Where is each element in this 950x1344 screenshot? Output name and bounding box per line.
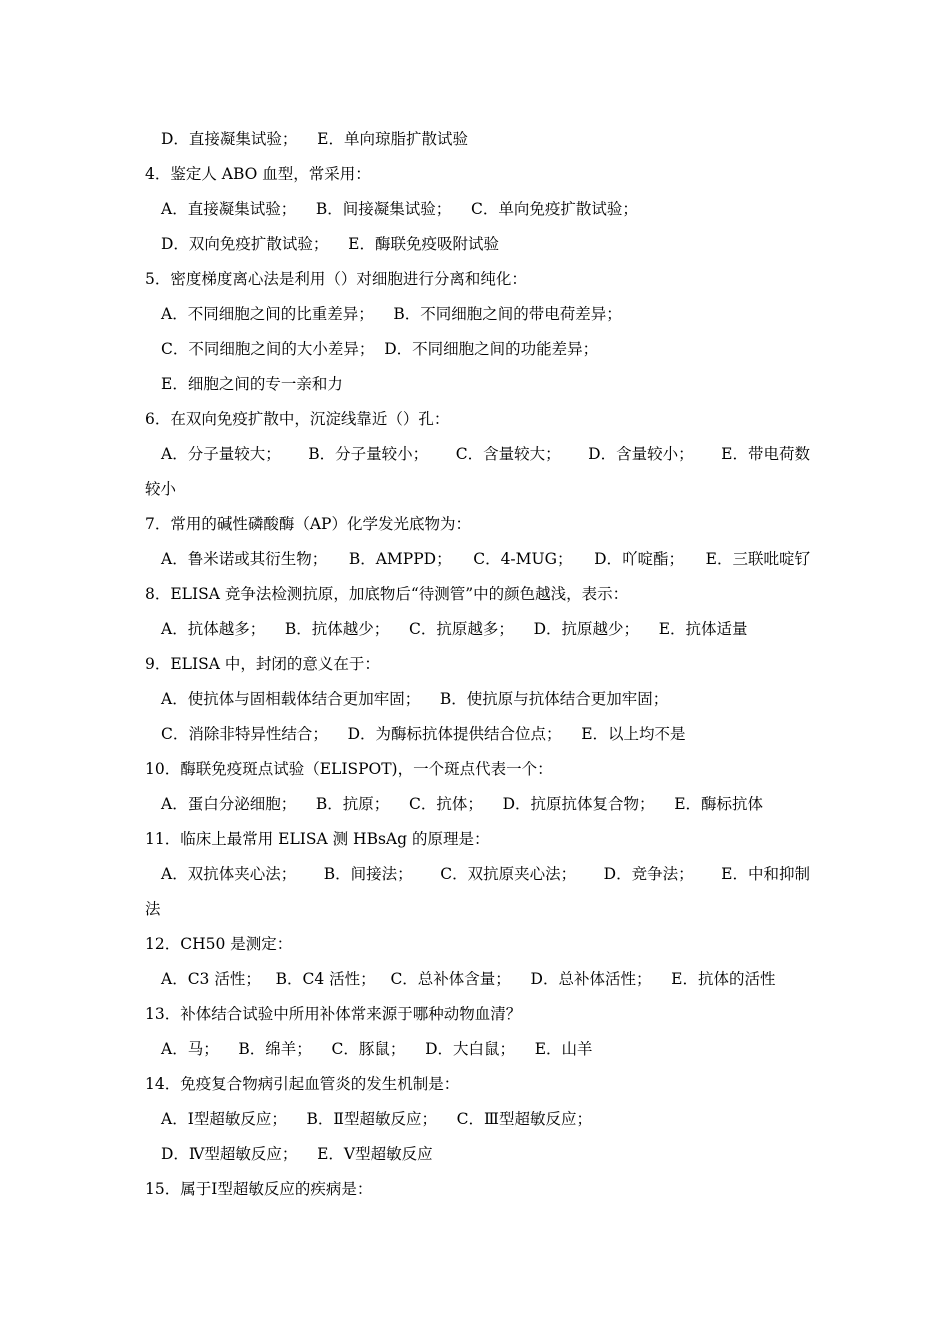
answer-option: C．含量较大；: [455, 445, 561, 463]
answer-options: A．C3 活性； B．C4 活性； C．总补体含量； D．总补体活性； E．抗体的活性: [161, 970, 776, 988]
question-text: 法: [145, 900, 161, 918]
question-text: 4．鉴定人 ABO 血型，常采用：: [145, 165, 371, 183]
answer-options: C．不同细胞之间的大小差异； D．不同细胞之间的功能差异；: [161, 340, 599, 358]
question-text: 6．在双向免疫扩散中，沉淀线靠近（）孔：: [145, 410, 450, 428]
question-text: 15．属于Ⅰ型超敏反应的疾病是：: [145, 1180, 373, 1198]
answer-option: B．AMPPD；: [348, 550, 452, 568]
answer-options: A．抗体越多； B．抗体越少； C．抗原越多； D．抗原越少； E．抗体适量: [161, 620, 748, 638]
question-text: 9．ELISA 中，封闭的意义在于：: [145, 655, 380, 673]
answer-option: A．分子量较大；: [161, 445, 281, 463]
answer-options: D．双向免疫扩散试验； E．酶联免疫吸附试验: [161, 235, 499, 253]
answer-option: B．分子量较小；: [308, 445, 429, 463]
answer-option: C．4-MUG；: [473, 550, 573, 568]
answer-option: E．三联吡啶钌: [705, 550, 810, 568]
question-text: 5．密度梯度离心法是利用（）对细胞进行分离和纯化：: [145, 270, 527, 288]
answer-options: A．直接凝集试验； B．间接凝集试验； C．单向免疫扩散试验；: [161, 200, 638, 218]
question-text: 10．酶联免疫斑点试验（ELISPOT)，一个斑点代表一个：: [145, 760, 553, 778]
question-text: 14．免疫复合物病引起血管炎的发生机制是：: [145, 1075, 460, 1093]
answer-option: D．含量较小；: [588, 445, 694, 463]
answer-option: D．竞争法；: [603, 865, 694, 883]
answer-options: [145, 437, 810, 472]
answer-options: A．使抗体与固相载体结合更加牢固； B．使抗原与抗体结合更加牢固；: [161, 690, 669, 708]
answer-options: C．消除非特异性结合； D．为酶标抗体提供结合位点； E．以上均不是: [161, 725, 686, 743]
answer-options: A．蛋白分泌细胞； B．抗原； C．抗体； D．抗原抗体复合物； E．酶标抗体: [161, 795, 764, 813]
answer-options: D．直接凝集试验； E．单向琼脂扩散试验: [161, 130, 468, 148]
question-text: 11．临床上最常用 ELISA 测 HBsAg 的原理是：: [145, 830, 490, 848]
answer-options: A．不同细胞之间的比重差异； B．不同细胞之间的带电荷差异；: [161, 305, 622, 323]
answer-options: A．马； B．绵羊； C．豚鼠； D．大白鼠； E．山羊: [161, 1040, 593, 1058]
answer-option: E．带电荷数: [721, 445, 810, 463]
question-text: 8．ELISA 竞争法检测抗原，加底物后“待测管”中的颜色越浅，表示：: [145, 585, 629, 603]
answer-options: E．细胞之间的专一亲和力: [161, 375, 343, 393]
question-list: [145, 122, 810, 1207]
answer-option: D．吖啶酯；: [594, 550, 685, 568]
question-text: 较小: [145, 480, 177, 498]
question-text: 12．CH50 是测定：: [145, 935, 293, 953]
question-text: 7．常用的碱性磷酸酶（AP）化学发光底物为：: [145, 515, 471, 533]
answer-option: A．双抗体夹心法；: [161, 865, 297, 883]
answer-options: A．Ⅰ型超敏反应； B．Ⅱ型超敏反应； C．Ⅲ型超敏反应；: [161, 1110, 592, 1128]
answer-options: D．Ⅳ型超敏反应； E．Ⅴ型超敏反应: [161, 1145, 433, 1163]
answer-options: [145, 857, 810, 892]
answer-options: [145, 542, 810, 577]
answer-option: B．间接法；: [323, 865, 413, 883]
answer-option: A．鲁米诺或其衍生物；: [161, 550, 328, 568]
answer-option: C．双抗原夹心法；: [440, 865, 577, 883]
question-text: 13．补体结合试验中所用补体常来源于哪种动物血清？: [145, 1005, 522, 1023]
answer-option: E．中和抑制: [721, 865, 810, 883]
